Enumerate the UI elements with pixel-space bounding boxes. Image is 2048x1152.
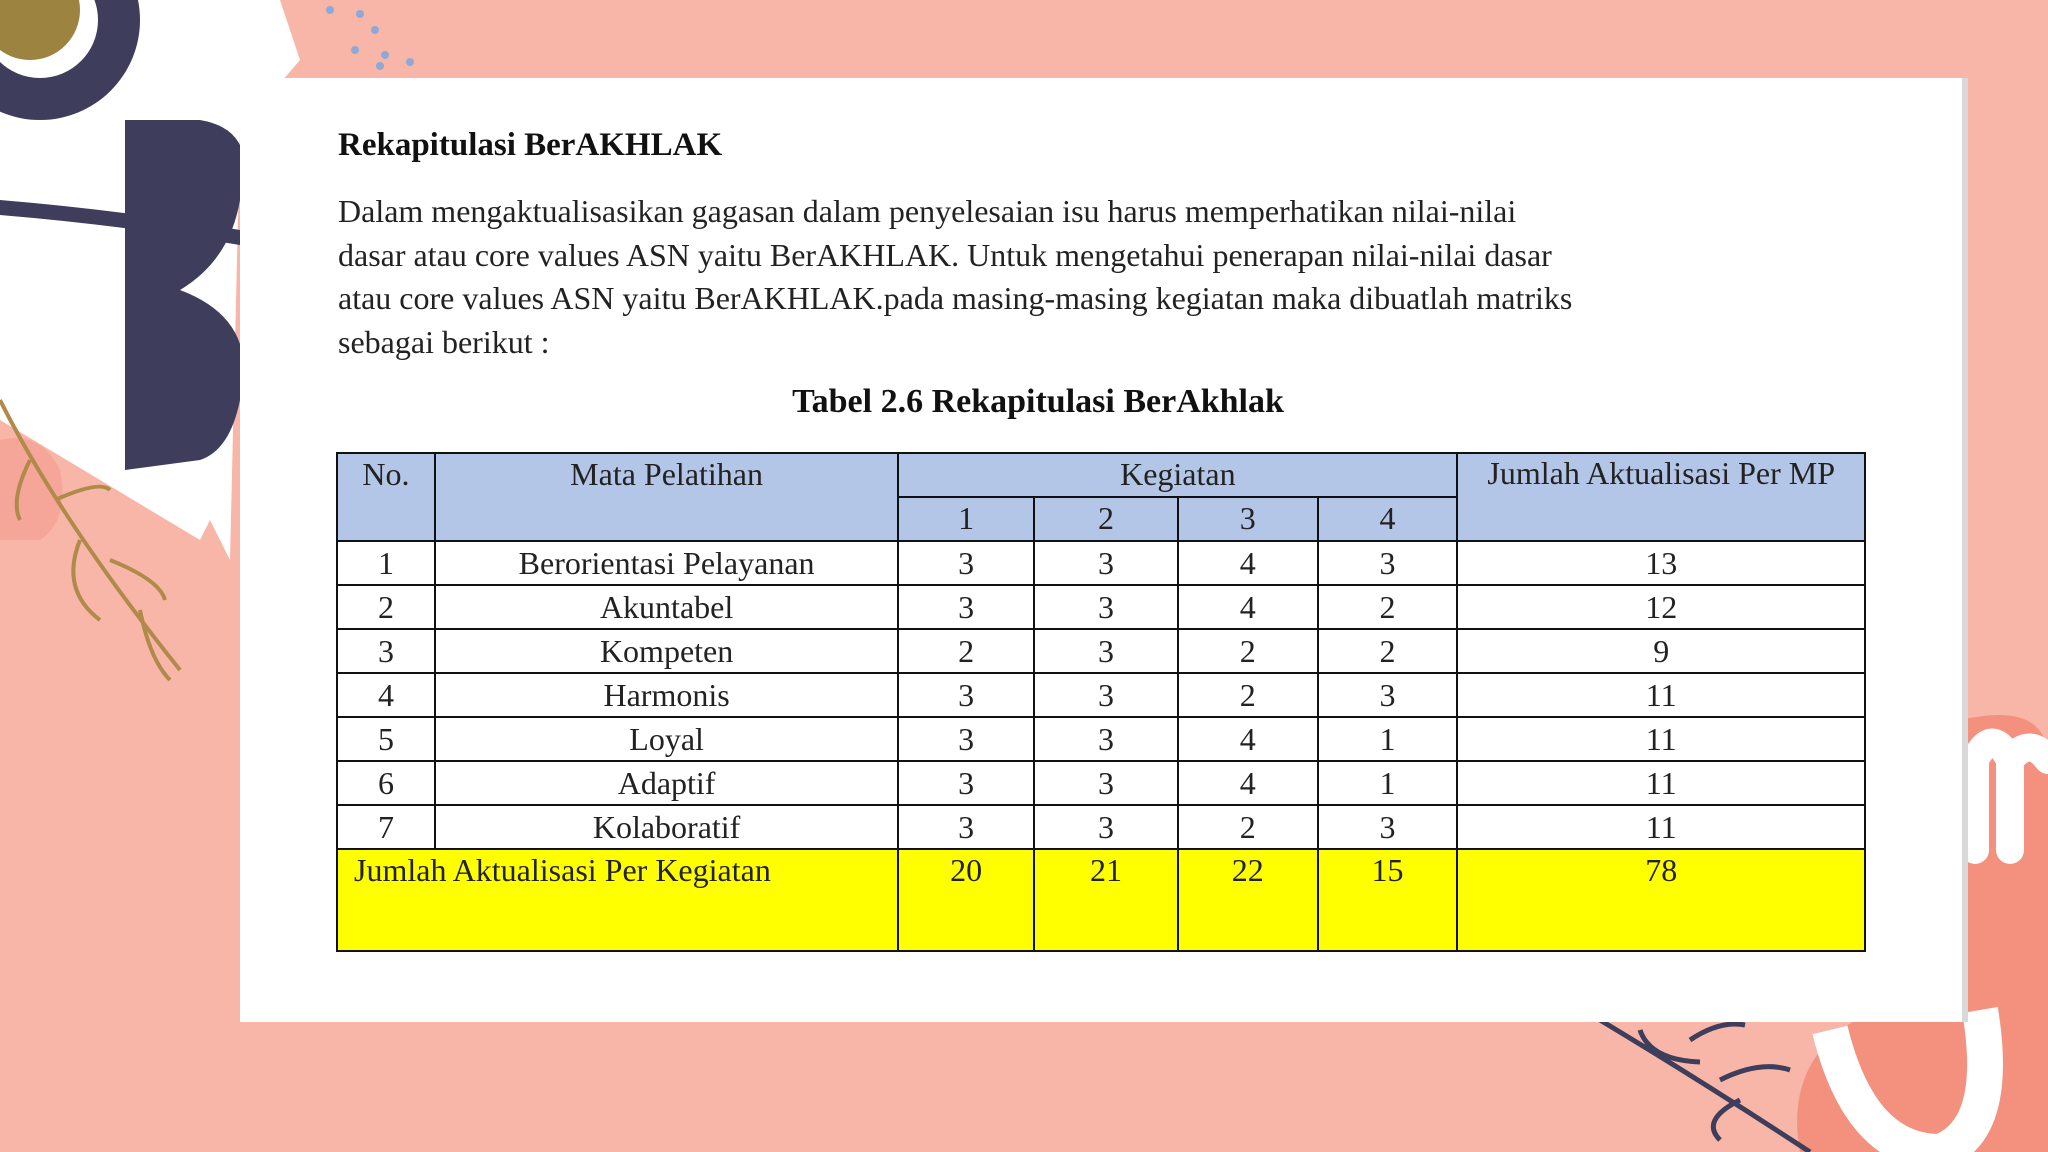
footer-k3: 22	[1178, 849, 1318, 951]
cell-k2: 3	[1034, 585, 1178, 629]
cell-total: 9	[1457, 629, 1865, 673]
cell-k1: 3	[898, 585, 1034, 629]
cell-name: Akuntabel	[435, 585, 898, 629]
cell-k3: 4	[1178, 585, 1318, 629]
dots-decor	[326, 6, 414, 70]
cell-name: Kolaboratif	[435, 805, 898, 849]
cell-k1: 3	[898, 805, 1034, 849]
cell-k2: 3	[1034, 673, 1178, 717]
footer-k2: 21	[1034, 849, 1178, 951]
cell-name: Kompeten	[435, 629, 898, 673]
cell-k2: 3	[1034, 629, 1178, 673]
cell-k4: 3	[1318, 541, 1458, 585]
section-heading: Rekapitulasi BerAKHLAK	[338, 127, 723, 163]
cell-k4: 1	[1318, 761, 1458, 805]
cell-no: 4	[337, 673, 435, 717]
cell-name: Berorientasi Pelayanan	[435, 541, 898, 585]
intro-paragraph	[338, 190, 1758, 364]
header-kegiatan: Kegiatan	[898, 453, 1457, 497]
header-jumlah-mp: Jumlah Aktualisasi Per MP	[1457, 453, 1865, 541]
footer-label: Jumlah Aktualisasi Per Kegiatan	[337, 849, 898, 951]
header-kegiatan-4: 4	[1318, 497, 1458, 541]
footer-k1: 20	[898, 849, 1034, 951]
cell-k3: 2	[1178, 673, 1318, 717]
cell-no: 1	[337, 541, 435, 585]
cell-total: 13	[1457, 541, 1865, 585]
cell-no: 7	[337, 805, 435, 849]
cell-total: 11	[1457, 717, 1865, 761]
cell-name: Adaptif	[435, 761, 898, 805]
rekap-table	[336, 452, 1866, 952]
cell-k1: 3	[898, 673, 1034, 717]
cell-k4: 3	[1318, 805, 1458, 849]
cell-k3: 4	[1178, 717, 1318, 761]
table-row	[337, 585, 1865, 629]
footer-k4: 15	[1318, 849, 1458, 951]
table-row	[337, 673, 1865, 717]
cell-no: 2	[337, 585, 435, 629]
table-row	[337, 717, 1865, 761]
navy-branch-decor	[1600, 1020, 1810, 1152]
header-kegiatan-1: 1	[898, 497, 1034, 541]
cell-k1: 3	[898, 761, 1034, 805]
cell-k3: 2	[1178, 629, 1318, 673]
cell-name: Loyal	[435, 717, 898, 761]
paragraph-line: sebagai berikut :	[338, 323, 550, 360]
table-row	[337, 629, 1865, 673]
footer-total: 78	[1457, 849, 1865, 951]
cell-k2: 3	[1034, 717, 1178, 761]
cell-total: 11	[1457, 673, 1865, 717]
cell-no: 6	[337, 761, 435, 805]
cell-k3: 4	[1178, 541, 1318, 585]
cell-k3: 2	[1178, 805, 1318, 849]
cell-total: 11	[1457, 805, 1865, 849]
cell-k4: 3	[1318, 673, 1458, 717]
cell-k4: 1	[1318, 717, 1458, 761]
cell-k2: 3	[1034, 805, 1178, 849]
header-mata-pelatihan: Mata Pelatihan	[435, 453, 898, 541]
cell-k1: 2	[898, 629, 1034, 673]
table-row	[337, 541, 1865, 585]
paragraph-line: Dalam mengaktualisasikan gagasan dalam penyelesaian isu harus memperhatikan nilai-nilai	[338, 193, 1517, 229]
paragraph-line: dasar atau core values ASN yaitu BerAKHLAK. Untuk mengetahui penerapan nilai-nilai dasar	[338, 236, 1552, 273]
table-footer-row	[337, 849, 1865, 951]
cell-k2: 3	[1034, 541, 1178, 585]
cell-no: 5	[337, 717, 435, 761]
cell-total: 11	[1457, 761, 1865, 805]
cell-total: 12	[1457, 585, 1865, 629]
cell-no: 3	[337, 629, 435, 673]
cell-k2: 3	[1034, 761, 1178, 805]
cell-k1: 3	[898, 717, 1034, 761]
cell-name: Harmonis	[435, 673, 898, 717]
header-kegiatan-3: 3	[1178, 497, 1318, 541]
table-caption: Tabel 2.6 Rekapitulasi BerAkhlak	[792, 383, 1284, 420]
cell-k3: 4	[1178, 761, 1318, 805]
cell-k4: 2	[1318, 585, 1458, 629]
header-no: No.	[337, 453, 435, 541]
paragraph-line: atau core values ASN yaitu BerAKHLAK.pada masing-masing kegiatan maka dibuatlah matriks	[338, 280, 1573, 316]
cell-k4: 2	[1318, 629, 1458, 673]
cell-k1: 3	[898, 541, 1034, 585]
table-row	[337, 805, 1865, 849]
header-kegiatan-2: 2	[1034, 497, 1178, 541]
table-row	[337, 761, 1865, 805]
